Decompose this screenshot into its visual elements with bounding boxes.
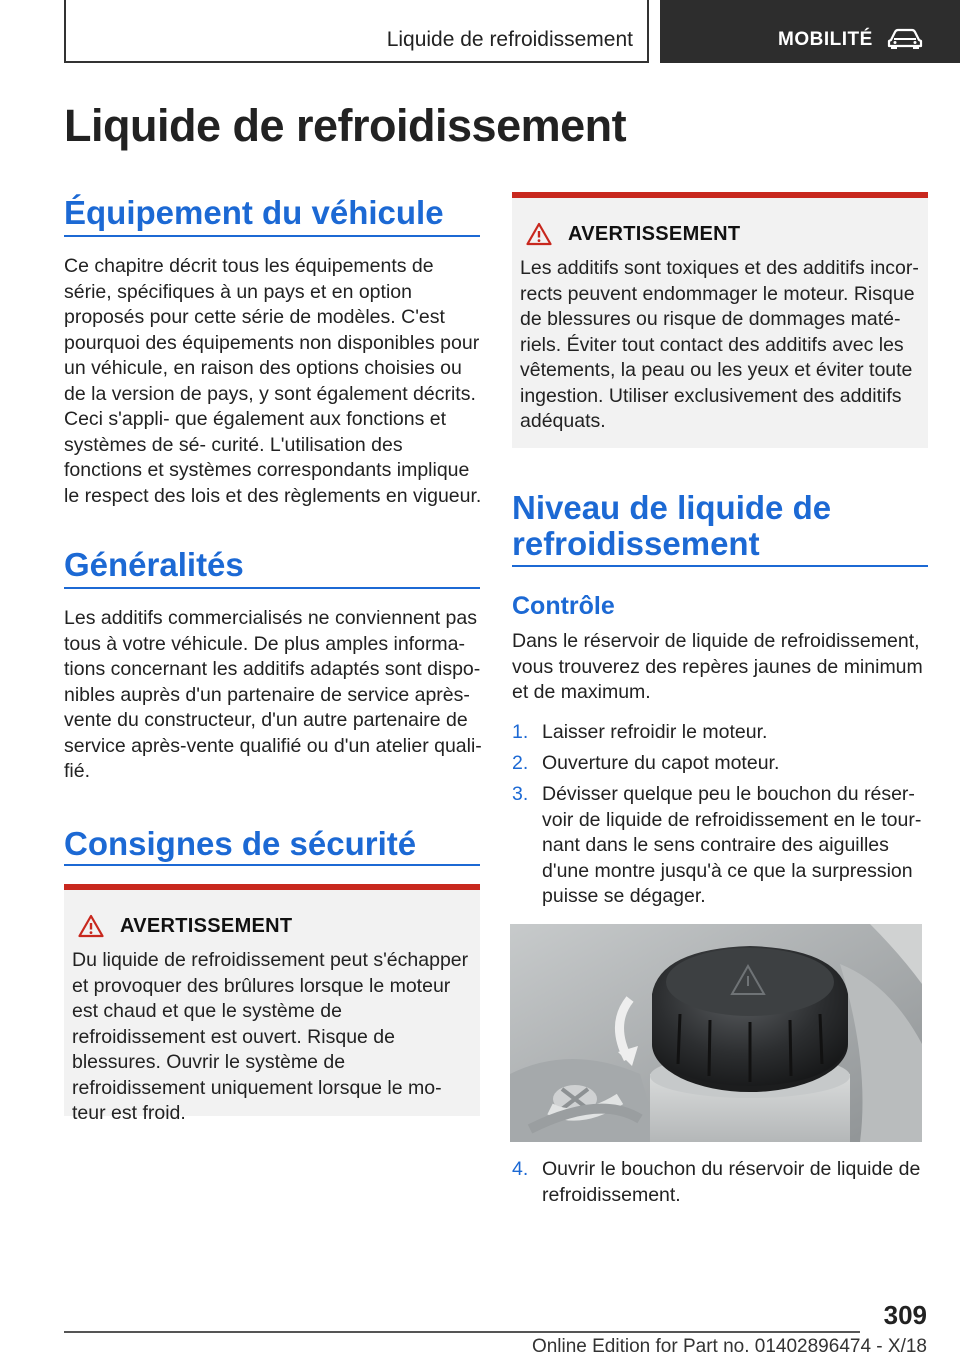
footer-edition: Online Edition for Part no. 01402896474 - X/18 [531,1336,927,1357]
step-number: 1. [512,721,529,743]
header-section-title: Liquide de refroidissement [386,28,633,51]
list-item [512,782,922,910]
warning-box-burn [64,884,480,1124]
step-text: Dévisser quelque peu le bouchon du réser‐ voir de liquide de refroidissement en le tour‐ nant dans le sens contraire des aiguilles d'une montre jusqu'à ce que la surpression puisse se dégager. [542,783,922,907]
subsection-title-controle: Contrôle [512,592,615,620]
header-chapter-label: MOBILITÉ [778,29,873,50]
list-item [512,720,922,746]
subsection-text-controle: Dans le réservoir de liquide de refroidissement, vous trouverez des repères jaunes de minimum et de maximum. [512,630,923,703]
warning-text: Les additifs sont toxiques et des additifs incor‐ rects peuvent endommager le moteur. Risque de blessures ou risque de dommages maté‐ riels. Éviter tout contact des additifs avec les vêtements, la peau ou les yeux et éviter toute ingestion. Utiliser exclusivement des additifs adéquats. [520,257,919,432]
warning-triangle-icon [526,222,552,246]
page-number: 309 [883,1300,927,1330]
car-icon [886,28,924,50]
footer-rule [64,1331,860,1333]
header-chapter-box [660,0,960,63]
warning-triangle-icon [78,914,104,938]
coolant-cap-photo [510,924,922,1142]
section-rule [64,587,480,589]
warning-box-additives [512,192,928,448]
section-text-equipement: Ce chapitre décrit tous les équipements de série, spécifiques à un pays et en option proposés pour cette série de modèles. C'est pourquoi des équipements non disponibles pour un véhicule, en raison des options choisies ou de la version de pays, y sont également décrits. Ceci s'appli‐ que également aux fonctions et systèmes de sé‐ curité. L'utilisation des fonctions et systèmes correspondants implique le respect des lois et des règlements en vigueur. [64,255,482,507]
page-title: Liquide de refroidissement [64,100,627,151]
section-rule [512,565,928,567]
step-text: Ouvrir le bouchon du réservoir de liquide de refroidissement. [542,1158,921,1206]
step-number: 4. [512,1158,529,1180]
warning-text: Du liquide de refroidissement peut s'échapper et provoquer des brûlures lorsque le moteur est chaud et que le système de refroidissement est ouvert. Risque de blessures. Ouvrir le système de refroidissement uniquement lorsque le mo‐ teur est froid. [72,949,469,1124]
list-item [512,751,922,777]
list-item [512,1157,922,1208]
section-title-generalites: Généralités [64,546,244,583]
warning-label: AVERTISSEMENT [568,222,741,245]
section-rule [64,235,480,237]
section-rule [64,864,480,866]
step-number: 2. [512,752,529,774]
section-text-generalites: Les additifs commercialisés ne conviennent pas tous à votre véhicule. De plus amples informa‐ tions concernant les additifs adaptés sont dispo‐ nibles auprès d'un partenaire de service après- vente du constructeur, d'un autre partenaire de service après-vente qualifié ou d'un atelier quali‐ fié. [64,607,482,782]
step-number: 3. [512,783,529,805]
step-text: Ouverture du capot moteur. [542,752,780,774]
warning-label: AVERTISSEMENT [120,914,293,937]
header-section-box [64,0,649,63]
section-title-consignes: Consignes de sécurité [64,825,417,862]
section-title-equipement: Équipement du véhicule [64,194,444,231]
step-text: Laisser refroidir le moteur. [542,721,768,743]
section-title-niveau: Niveau de liquide de refroidissement [512,489,832,562]
